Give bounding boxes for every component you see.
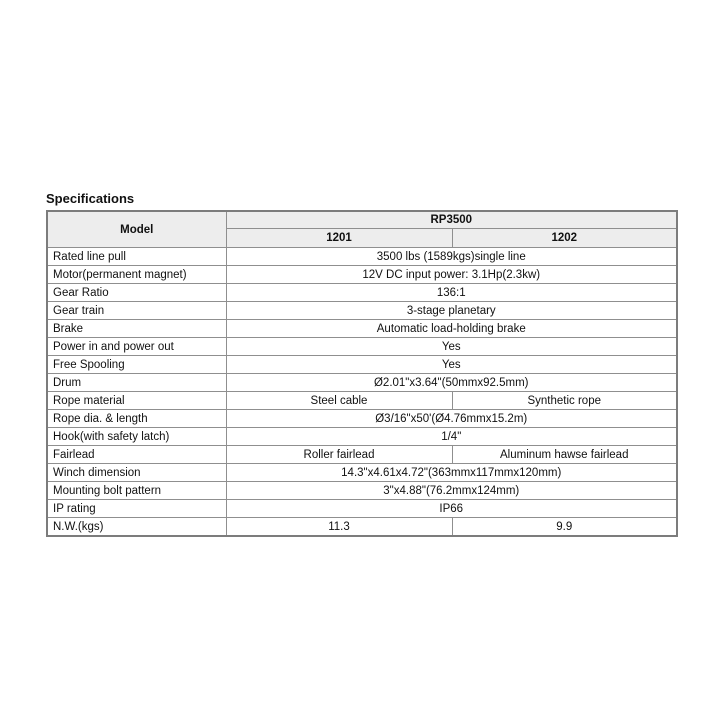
row-value-shared: 14.3"x4.61x4.72"(363mmx117mmx120mm) xyxy=(226,464,677,482)
row-label: Motor(permanent magnet) xyxy=(47,266,226,284)
row-value-shared: 3500 lbs (1589kgs)single line xyxy=(226,248,677,266)
row-value-shared: IP66 xyxy=(226,500,677,518)
row-value-1201: 11.3 xyxy=(226,518,452,537)
header-row-series xyxy=(47,211,677,229)
table-body xyxy=(47,248,677,537)
row-value-shared: 3"x4.88"(76.2mmx124mm) xyxy=(226,482,677,500)
row-label: Rated line pull xyxy=(47,248,226,266)
row-label: N.W.(kgs) xyxy=(47,518,226,537)
row-value-1202: Synthetic rope xyxy=(452,392,677,410)
row-value-shared: 136:1 xyxy=(226,284,677,302)
row-label: Brake xyxy=(47,320,226,338)
header-variant-1201: 1201 xyxy=(226,229,452,248)
row-value-shared: 3-stage planetary xyxy=(226,302,677,320)
table-row xyxy=(47,500,677,518)
table-row xyxy=(47,392,677,410)
row-value-shared: Ø2.01"x3.64"(50mmx92.5mm) xyxy=(226,374,677,392)
row-label: Mounting bolt pattern xyxy=(47,482,226,500)
row-value-shared: 12V DC input power: 3.1Hp(2.3kw) xyxy=(226,266,677,284)
row-value-shared: Yes xyxy=(226,338,677,356)
row-label: IP rating xyxy=(47,500,226,518)
header-variant-1202: 1202 xyxy=(452,229,677,248)
row-label: Rope material xyxy=(47,392,226,410)
table-row xyxy=(47,464,677,482)
table-row xyxy=(47,266,677,284)
table-row xyxy=(47,284,677,302)
table-row xyxy=(47,320,677,338)
row-value-shared: Yes xyxy=(226,356,677,374)
table-row xyxy=(47,446,677,464)
row-value-shared: 1/4" xyxy=(226,428,677,446)
row-label: Free Spooling xyxy=(47,356,226,374)
row-label: Rope dia. & length xyxy=(47,410,226,428)
row-value-shared: Automatic load-holding brake xyxy=(226,320,677,338)
table-header xyxy=(47,211,677,248)
table-row xyxy=(47,410,677,428)
header-series-cell: RP3500 xyxy=(226,211,677,229)
table-row xyxy=(47,248,677,266)
row-label: Power in and power out xyxy=(47,338,226,356)
row-label: Winch dimension xyxy=(47,464,226,482)
row-value-1202: Aluminum hawse fairlead xyxy=(452,446,677,464)
table-row xyxy=(47,302,677,320)
row-value-shared: Ø3/16"x50'(Ø4.76mmx15.2m) xyxy=(226,410,677,428)
row-label: Hook(with safety latch) xyxy=(47,428,226,446)
row-value-1202: 9.9 xyxy=(452,518,677,537)
table-row xyxy=(47,338,677,356)
row-value-1201: Steel cable xyxy=(226,392,452,410)
row-label: Drum xyxy=(47,374,226,392)
table-row xyxy=(47,518,677,537)
header-model-cell: Model xyxy=(47,211,226,248)
specifications-table xyxy=(46,210,678,537)
specifications-title: Specifications xyxy=(46,191,135,206)
row-value-1201: Roller fairlead xyxy=(226,446,452,464)
row-label: Gear Ratio xyxy=(47,284,226,302)
row-label: Gear train xyxy=(47,302,226,320)
table-row xyxy=(47,482,677,500)
table-row xyxy=(47,428,677,446)
table-row xyxy=(47,374,677,392)
table-row xyxy=(47,356,677,374)
row-label: Fairlead xyxy=(47,446,226,464)
